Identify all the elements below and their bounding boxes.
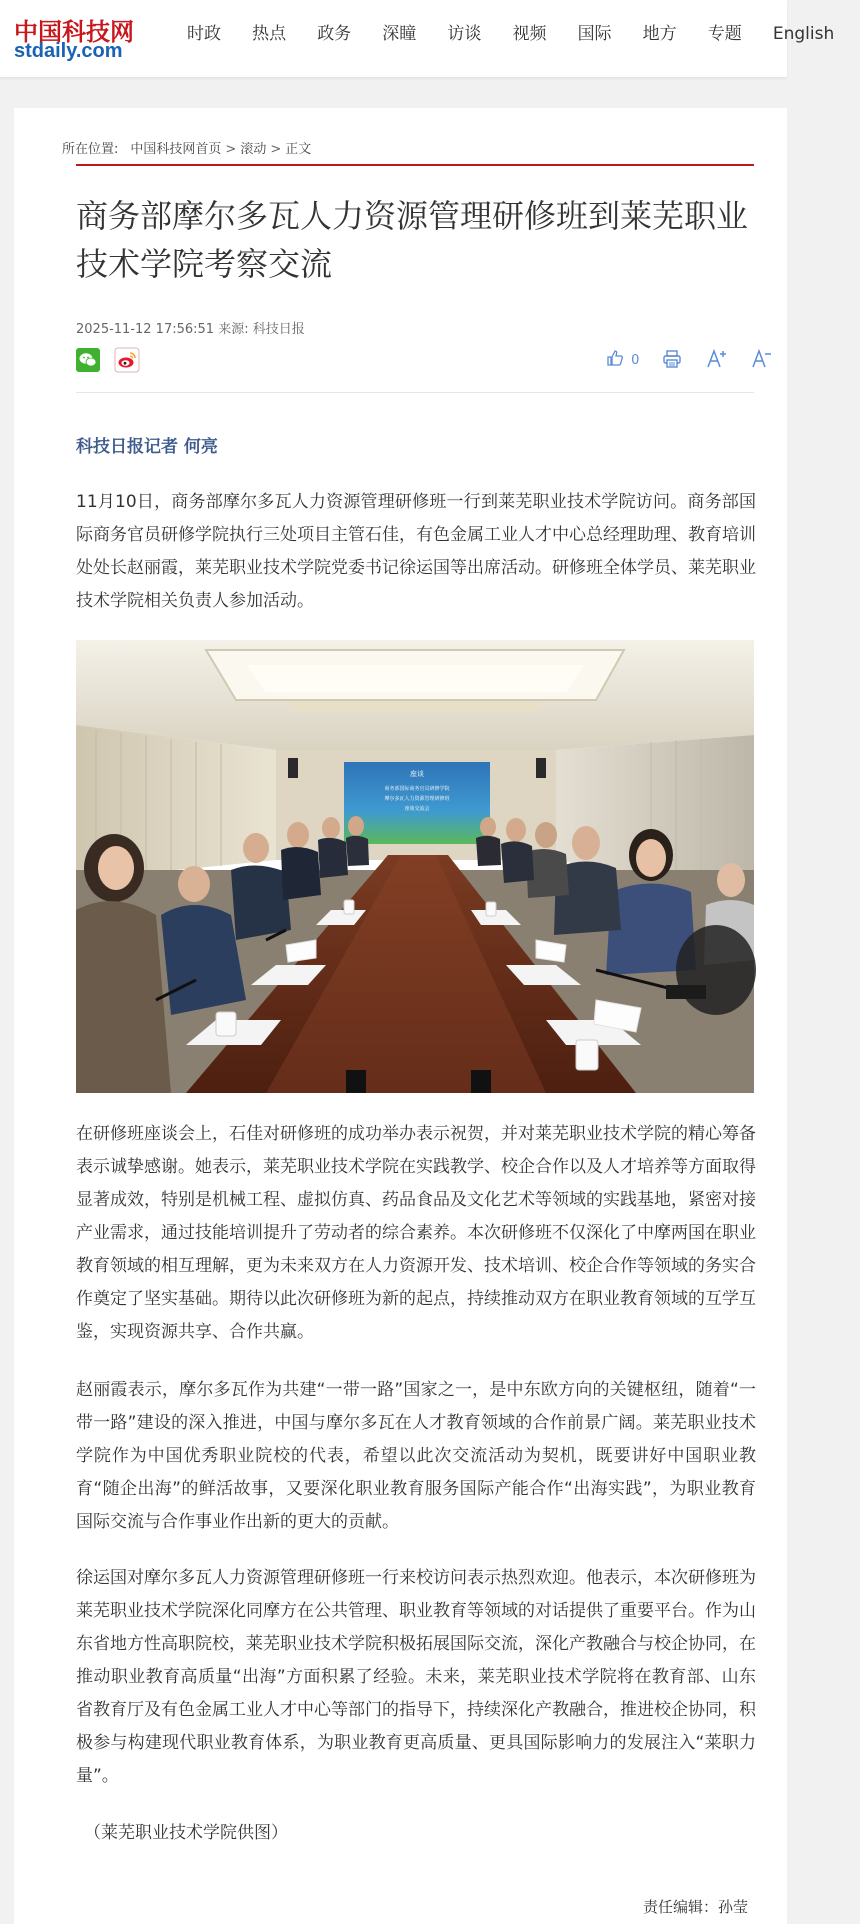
- nav-item-english[interactable]: English: [772, 24, 835, 44]
- meeting-room-image: [76, 640, 754, 1093]
- like-icon: [606, 349, 629, 368]
- nav-item-fangtan[interactable]: 访谈: [447, 24, 482, 44]
- nav-item-zhengwu[interactable]: 政务: [317, 24, 352, 44]
- weibo-icon[interactable]: [115, 348, 139, 372]
- photo-screen-line: 座谈交流会: [404, 806, 430, 812]
- font-increase-icon[interactable]: [706, 349, 728, 369]
- breadcrumb-separator: >: [270, 142, 282, 157]
- share-bar: [76, 348, 149, 374]
- wechat-icon[interactable]: [76, 348, 100, 372]
- nav-item-zhuanti[interactable]: 专题: [707, 24, 742, 44]
- breadcrumb-home-link[interactable]: 中国科技网首页: [130, 142, 222, 157]
- article-paragraph-4: 徐运国对摩尔多瓦人力资源管理研修班一行来校访问表示热烈欢迎。他表示，本次研修班为莱芜职业技术学院深化同摩方在公共管理、职业教育等领域的对话提供了重要平台。作为山东省地方性高职院校，莱芜职业技术学院积极拓展国际交流，深化产教融合与校企协同，在推动职业教育高质量“出海”方面积累了经验。未来，莱芜职业技术学院将在教育部、山东省教育厅及有色金属工业人才中心等部门的指导下，持续深化产教融合，推进校企协同，积极参与构建现代职业教育体系，为职业教育更高质量、更具国际影响力的发展注入“莱职力量”。: [76, 1568, 756, 1786]
- nav-item-guoji[interactable]: 国际: [577, 24, 612, 44]
- article-paragraph-3: 赵丽霞表示，摩尔多瓦作为共建“一带一路”国家之一，是中东欧方向的关键枢纽，随着“一带一路”建设的深入推进，中国与摩尔多瓦在人才教育领域的合作前景广阔。莱芜职业技术学院作为中国优秀职业院校的代表，希望以此次交流活动为契机，既要讲好中国职业教育“随企出海”的鲜活故事，又要深化职业教育服务国际产能合作“出海实践”，为职业教育国际交流与合作事业作出新的更大的贡献。: [76, 1380, 756, 1532]
- responsible-editor: 责任编辑：孙莹: [643, 1898, 749, 1916]
- nav-item-difang[interactable]: 地方: [642, 24, 677, 44]
- article-tools: [606, 348, 791, 374]
- print-icon[interactable]: [662, 349, 682, 369]
- article-byline: 科技日报记者 何亮: [76, 437, 218, 457]
- breadcrumb: [62, 138, 311, 157]
- logo-english: stdaily.com: [14, 40, 123, 62]
- photo-screen-line: 摩尔多瓦人力资源管理研修班: [384, 796, 450, 802]
- nav-item-redian[interactable]: 热点: [252, 24, 287, 44]
- like-count: 0: [631, 353, 640, 368]
- article-paragraph-2: 在研修班座谈会上，石佳对研修班的成功举办表示祝贺，并对莱芜职业技术学院的精心筹备表示诚挚感谢。她表示，莱芜职业技术学院在实践教学、校企合作以及人才培养等方面取得显著成效，特别是机械工程、虚拟仿真、药品食品及文化艺术等领域的实践基地，紧密对接产业需求，通过技能培训提升了劳动者的综合素养。本次研修班不仅深化了中摩两国在职业教育领域的相互理解，更为未来双方在人力资源开发、技术培训、校企合作等领域的务实合作奠定了坚实基础。期待以此次研修班为新的起点，持续推动双方在职业教育领域的互学互鉴，实现资源共享、合作共赢。: [76, 1124, 756, 1342]
- site-header: [0, 0, 835, 78]
- photo-credit: （莱芜职业技术学院供图）: [84, 1823, 288, 1843]
- breadcrumb-separator: >: [225, 142, 237, 157]
- nav-item-shizheng[interactable]: 时政: [187, 24, 221, 44]
- breadcrumb-label: 所在位置:: [62, 142, 119, 157]
- main-nav: [187, 22, 860, 46]
- article-paragraph-1: 11月10日，商务部摩尔多瓦人力资源管理研修班一行到莱芜职业技术学院访问。商务部国际商务官员研修学院执行三处项目主管石佳，有色金属工业人才中心总经理助理、教育培训处处长赵丽霞，莱芜职业技术学院党委书记徐运国等出席活动。研修班全体学员、莱芜职业技术学院相关负责人参加活动。: [76, 492, 756, 611]
- nav-item-shentong[interactable]: 深瞳: [382, 24, 417, 44]
- like-button[interactable]: [606, 349, 639, 368]
- article-title: 商务部摩尔多瓦人力资源管理研修班到莱芜职业技术学院考察交流: [76, 197, 749, 283]
- photo-screen-line: 商务部国际商务官员研修学院: [384, 786, 450, 792]
- breadcrumb-current: 正文: [285, 142, 312, 157]
- breadcrumb-section-link[interactable]: 滚动: [240, 142, 267, 157]
- article-photo: [76, 640, 754, 1093]
- font-decrease-icon[interactable]: [751, 349, 773, 369]
- article-meta: 2025-11-12 17:56:51 来源: 科技日报: [76, 322, 305, 337]
- title-accent-line: [76, 164, 754, 166]
- nav-item-shipin[interactable]: 视频: [512, 24, 547, 44]
- photo-screen-heading: 座谈: [410, 770, 424, 778]
- meta-divider: [76, 392, 754, 393]
- logo-chinese: 中国科技网: [14, 17, 134, 46]
- site-logo[interactable]: [14, 8, 136, 64]
